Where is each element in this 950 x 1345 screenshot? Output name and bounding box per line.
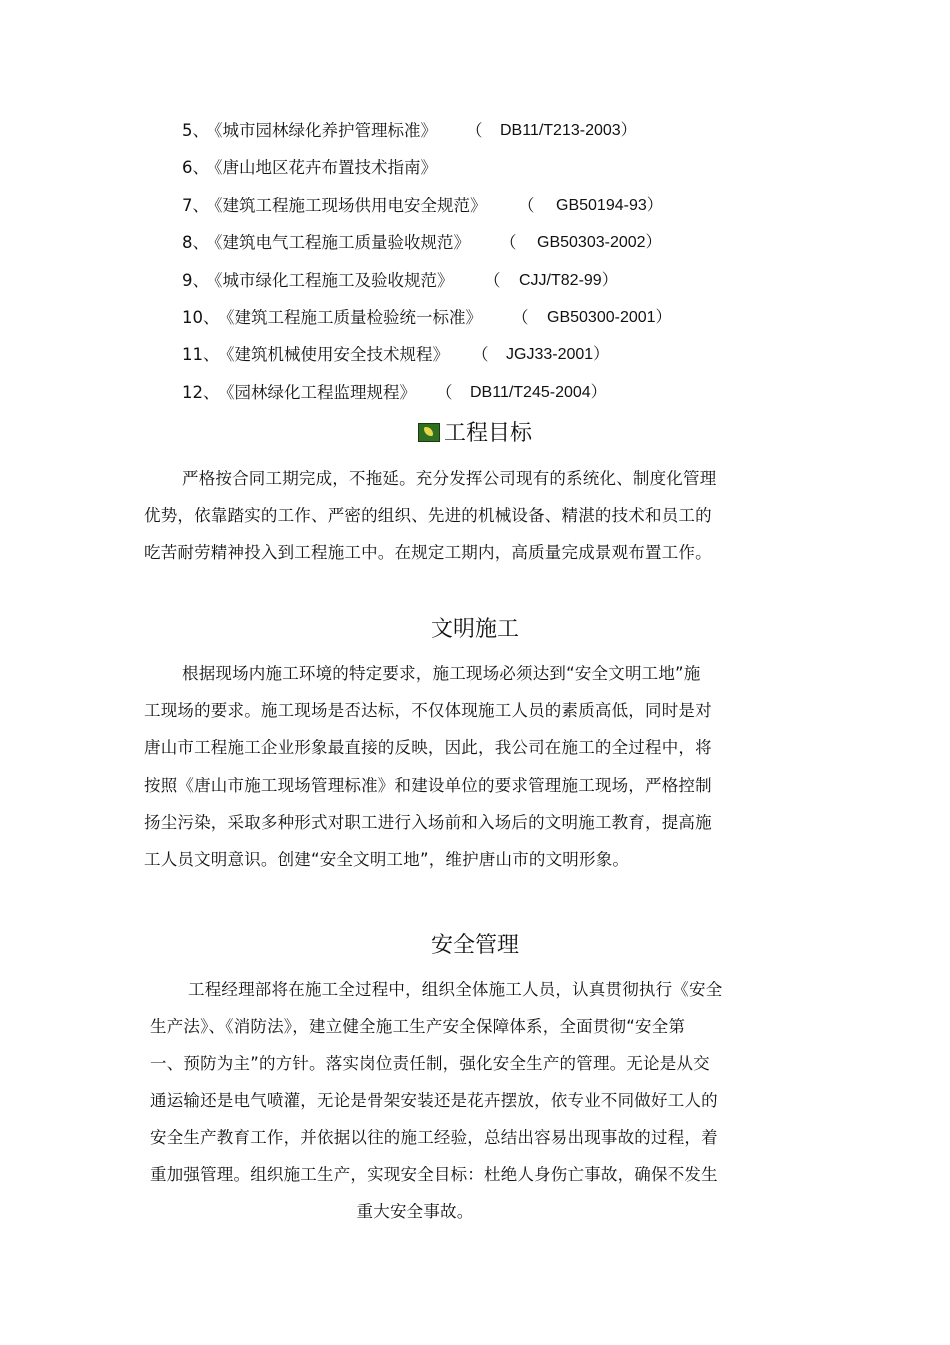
item-open-paren: （: [512, 307, 529, 327]
paragraph-line: 严格按合同工期完成，不拖延。充分发挥公司现有的系统化、制度化管理: [182, 469, 717, 488]
list-item: [0, 149, 950, 186]
item-code: DB11/T245-2004）: [470, 383, 607, 401]
item-title: 《建筑工程施工质量检验统一标准》: [218, 307, 482, 327]
paragraph-line: 工现场的要求。施工现场是否达标，不仅体现施工人员的素质高低，同时是对: [144, 701, 712, 721]
section-bullet-icon: [418, 423, 440, 442]
item-number: 10、: [182, 307, 220, 327]
item-code: GB50300-2001）: [547, 308, 672, 326]
item-number: 9、: [182, 270, 209, 290]
paragraph-line: 安全生产教育工作，并依据以往的施工经验，总结出容易出现事故的过程，着: [150, 1128, 718, 1147]
item-number: 11、: [182, 345, 220, 365]
paragraph-line: 扬尘污染，采取多种形式对职工进行入场前和入场后的文明施工教育，提高施: [144, 812, 712, 832]
paragraph-line: 按照《唐山市施工现场管理标准》和建设单位的要求管理施工现场，严格控制: [144, 775, 712, 795]
list-item: [0, 299, 950, 336]
item-number: 8、: [182, 233, 209, 253]
section-heading-civilized: [0, 612, 950, 643]
safety-paragraph: [150, 971, 760, 1230]
goal-paragraph: [144, 460, 760, 572]
item-title: 《唐山地区花卉布置技术指南》: [206, 158, 437, 178]
paragraph-line: 工程经理部将在施工全过程中，组织全体施工人员，认真贯彻执行《安全: [188, 980, 723, 999]
list-item: [0, 374, 950, 411]
paragraph-line: 生产法》、《消防法》，建立健全施工生产安全保障体系，全面贯彻“安全第: [150, 1017, 686, 1036]
item-title: 《城市绿化工程施工及验收规范》: [206, 270, 454, 290]
list-item: [0, 224, 950, 261]
paragraph-line: 重加强管理。组织施工生产，实现安全目标：杜绝人身伤亡事故，确保不发生: [150, 1165, 718, 1184]
section-heading-safety: [0, 928, 950, 959]
standards-list: [0, 112, 950, 411]
heading-text: 安全管理: [430, 933, 519, 958]
item-title: 《建筑电气工程施工质量验收规范》: [206, 233, 470, 253]
item-title: 《园林绿化工程监理规程》: [218, 382, 416, 402]
heading-text: 文明施工: [430, 617, 519, 642]
paragraph-line: 重大安全事故。: [356, 1202, 474, 1221]
item-code: DB11/T213-2003）: [500, 122, 637, 139]
item-number: 12、: [182, 382, 220, 402]
item-open-paren: （: [472, 345, 489, 365]
item-open-paren: （: [466, 121, 483, 140]
list-item: [0, 336, 950, 373]
item-open-paren: （: [500, 233, 517, 253]
item-number: 7、: [182, 195, 209, 215]
list-item: [0, 112, 950, 149]
list-item: [0, 262, 950, 299]
paragraph-line: 一、预防为主”的方针。落实岗位责任制，强化安全生产的管理。无论是从交: [150, 1054, 710, 1073]
paragraph-line: 唐山市工程施工企业形象最直接的反映，因此，我公司在施工的全过程中，将: [144, 738, 712, 758]
item-open-paren: （: [436, 382, 453, 402]
item-title: 《建筑机械使用安全技术规程》: [218, 345, 449, 365]
paragraph-line: 吃苦耐劳精神投入到工程施工中。在规定工期内，高质量完成景观布置工作。: [144, 543, 712, 563]
list-item: [0, 187, 950, 224]
item-code: GB50194-93）: [556, 196, 663, 214]
item-code: CJJ/T82-99）: [519, 271, 618, 289]
item-title: 《建筑工程施工现场供用电安全规范》: [206, 195, 487, 215]
item-number: 5、: [182, 121, 209, 140]
paragraph-line: 工人员文明意识。创建“安全文明工地”，维护唐山市的文明形象。: [144, 849, 630, 869]
item-open-paren: （: [518, 195, 535, 215]
paragraph-line: 优势，依靠踏实的工作、严密的组织、先进的机械设备、精湛的技术和员工的: [144, 506, 712, 526]
item-code: JGJ33-2001）: [506, 346, 610, 364]
item-open-paren: （: [484, 270, 501, 290]
section-heading-goal: [0, 416, 950, 447]
heading-text: 工程目标: [443, 421, 532, 446]
paragraph-line: 根据现场内施工环境的特定要求，施工现场必须达到“安全文明工地”施: [182, 664, 701, 683]
paragraph-line: 通运输还是电气喷灌，无论是骨架安装还是花卉摆放，依专业不同做好工人的: [150, 1091, 718, 1110]
item-number: 6、: [182, 158, 209, 178]
item-title: 《城市园林绿化养护管理标准》: [206, 121, 437, 140]
item-code: GB50303-2002）: [537, 234, 662, 252]
civilized-paragraph: [144, 655, 760, 878]
